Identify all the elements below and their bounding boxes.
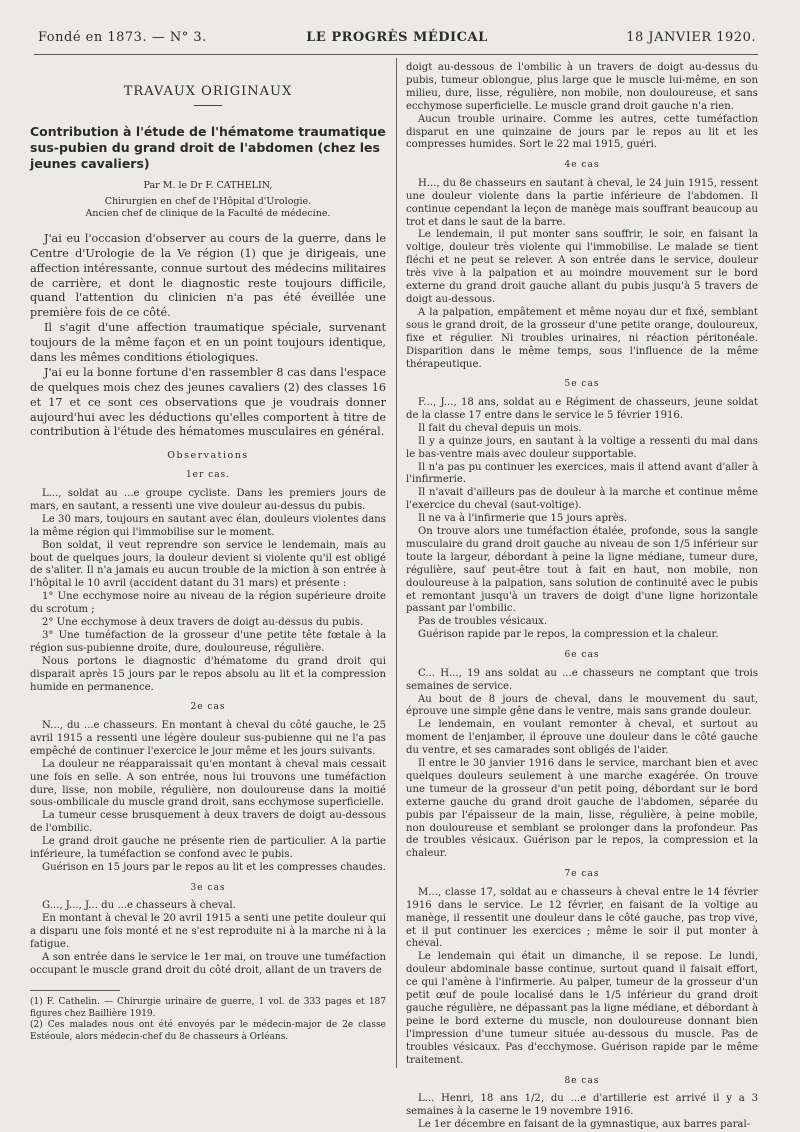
- case-6-paragraph: Au bout de 8 jours de cheval, dans le mouvement du saut, éprouve une simple gêne dans le ventre, mais sans grande douleur.: [406, 693, 758, 718]
- case-7-paragraph: M..., classe 17, soldat au e chasseurs à cheval entre le 14 février 1916 dans le service. Le 12 février, en faisant de la voltige au manège, il ressentit une douleur dans le côté gauche, pas trop vive, et il put continuer les exercices ; même le soir il put monter à cheval.: [406, 886, 758, 950]
- header-rule: [34, 54, 758, 55]
- case-1-paragraph: Bon soldat, il veut reprendre son service le lendemain, mais au bout de quelques jours, la douleur devient si violente qu'il est obligé de s'aliter. Il n'a jamais eu aucun trouble de la miction à son entrée à l'hôpital le 10 avril (accident datant du 31 mars) et présente :: [30, 539, 386, 590]
- left-column: [30, 62, 386, 1044]
- case-5-paragraph: Guérison rapide par le repos, la compression et la chaleur.: [418, 629, 719, 641]
- case-8-heading: 8e cas: [564, 1075, 600, 1086]
- case-2-heading: 2e cas: [190, 702, 226, 713]
- case-1-paragraph: 2° Une ecchymose à deux travers de doigt au-dessus du pubis.: [42, 617, 364, 629]
- right-column: [406, 62, 758, 1132]
- case-6-paragraph: C... H..., 19 ans soldat au ...e chasseurs ne comptant que trois semaines de service.: [406, 667, 758, 692]
- case-5-paragraph: Il y a quinze jours, en sautant à la voltige a ressenti du mal dans le bas-ventre mais avec douleur supportable.: [406, 435, 758, 460]
- case-7-heading: 7e cas: [564, 869, 600, 880]
- footnotes: [30, 997, 386, 1044]
- case-3-paragraph: G..., J..., J... du ...e chasseurs à cheval.: [42, 900, 236, 912]
- case-3-continued: Aucun trouble urinaire. Comme les autres, cette tuméfaction disparut en une quinzaine de jours par le repos au lit et les compresses humides. Sort le 22 mai 1915, guéri.: [406, 113, 758, 151]
- case-5-paragraph: Il fait du cheval depuis un mois.: [418, 422, 582, 434]
- case-8-paragraph: Le 1er décembre en faisant de la gymnastique, aux barres paral-: [418, 1118, 751, 1130]
- footnote: (1) F. Cathelin. — Chirurgie urinaire de guerre, 1 vol. de 333 pages et 187 figures chez Baillière 1919.: [30, 996, 386, 1019]
- case-2-paragraph: Guérison en 15 jours par le repos au lit et les compresses chaudes.: [42, 861, 386, 873]
- case-5-paragraph: On trouve alors une tuméfaction étalée, profonde, sous la sangle musculaire du grand droit gauche au niveau de son 1/5 inférieur sur toute la largeur, débordant à peine la ligne médiane, tumeur dure, régulière, sauf peut-être tout à fait en haut, non mobile, non douloureuse à la palpation, sans solution de continuité avec le pubis et remontant jusqu'à un travers de doigt d'une ligne horizontale passant par l'ombilic.: [406, 526, 758, 615]
- author-affiliation-2: Ancien chef de clinique de la Faculté de médecine.: [85, 207, 331, 219]
- case-6-heading: 6e cas: [564, 650, 600, 661]
- case-1-paragraph: L..., soldat au ...e groupe cycliste. Dans les premiers jours de mars, en sautant, a ressenti une vive douleur au-dessus du pubis.: [30, 487, 386, 512]
- issue-date: 18 JANVIER 1920.: [626, 30, 756, 45]
- author-byline: Par M. le Dr F. CATHELIN,: [143, 180, 273, 192]
- footnote: (2) Ces malades nous ont été envoyés par le médecin-major de 2e classe Estéoule, alors médecin-chef du 8e chasseurs à Orléans.: [30, 1020, 386, 1042]
- case-3-paragraph: A son entrée dans le service le 1er mai, on trouve une tuméfaction occupant le muscle grand droit du côté droit, allant de un travers de: [30, 952, 386, 976]
- journal-name: LE PROGRÈS MÉDICAL: [306, 30, 488, 45]
- intro-paragraph: Il s'agit d'une affection traumatique spéciale, survenant toujours de la même façon et en un point toujours identique, dans les mêmes conditions étiologiques.: [30, 321, 386, 364]
- case-1-paragraph: Nous portons le diagnostic d'hématome du grand droit qui disparait après 15 jours par le repos absolu au lit et la compression humide en permanence.: [30, 655, 386, 693]
- article-title: Contribution à l'étude de l'hématome traumatique sus-pubien du grand droit de l'abdomen (chez les jeunes cavaliers): [30, 123, 386, 172]
- case-6-paragraph: Il entre le 30 janvier 1916 dans le service, marchant bien et avec quelques douleurs seulement à une marche exagérée. On trouve une tumeur de la grosseur d'un petit poing, débordant sur le bord externe gauche du grand droit gauche de l'abdomen, séparée du pubis par l'épaisseur de la main, lisse, régulière, à peine mobile, non douloureuse et semblant se prolonger dans la profondeur. Pas de troubles vésicaux. Guérison par le repos, la compression et la chaleur.: [406, 758, 758, 860]
- case-1-paragraph: 1° Une ecchymose noire au niveau de la région supérieure droite du scrotum ;: [30, 591, 386, 616]
- introduction: [30, 232, 386, 440]
- case-4-paragraph: H..., du 8e chasseurs en sautant à cheval, le 24 juin 1915, ressent une douleur violente dans la partie inférieure de l'abdomen. Il continue cependant la leçon de manège mais souffrant beaucoup au trot et dans le saut de la barre.: [406, 177, 758, 228]
- running-header: [38, 30, 756, 50]
- case-5-heading: 5e cas: [564, 379, 600, 390]
- case-4-paragraph: A la palpation, empâtement et même noyau dur et fixé, semblant sous le grand droit, de la grosseur d'une petite orange, douloureux, fixe et régulier. Ni troubles urinaires, ni réaction péritonéale. Disparition dans le même temps, sous l'influence de la même thérapeutique.: [406, 306, 758, 370]
- case-3-heading: 3e cas: [190, 882, 226, 893]
- case-5-paragraph: Il n'a pas pu continuer les exercices, mais il attend avant d'aller à l'infirmerie.: [406, 461, 758, 486]
- case-2-paragraph: N..., du ...e chasseurs. En montant à cheval du côté gauche, le 25 avril 1915 a ressenti une légère douleur sus-pubienne qui ne l'a pas empêché de continuer l'exercice le jour même et les jours suivants.: [30, 720, 386, 757]
- intro-paragraph: J'ai eu l'occasion d'observer au cours de la guerre, dans le Centre d'Urologie de la Ve région (1) que je dirigeais, une affection intéressante, connue surtout des médecins militaires de carrière, et dont le diagnostic reste toujours difficile, quand l'attention du clinicien n'a pas été éveillée une première fois de ce côté.: [30, 231, 386, 320]
- case-4-heading: 4e cas: [564, 160, 600, 171]
- case-5-paragraph: F..., J..., 18 ans, soldat au e Régiment de chasseurs, jeune soldat de la classe 17 entre dans le service le 5 février 1916.: [406, 396, 758, 421]
- case-2-paragraph: La douleur ne réapparaissait qu'en montant à cheval mais cessait une fois en selle. A son entrée, nous lui trouvons une tuméfaction dure, lisse, non mobile, régulière, non douloureuse dans la moitié sous-ombilicale du muscle grand droit, sans ecchymose superficielle.: [30, 758, 386, 809]
- case-4-paragraph: Le lendemain, il put monter sans souffrir, le soir, en faisant la voltige, douleur très violente qui l'immobilise. Le malade se tient fléchi et ne peut se relever. A son entrée dans le service, douleur très vive à la palpation et au moindre mouvement sur le bord externe du grand droit gauche allant du pubis jusqu'à 5 travers de doigt au-dessous.: [406, 229, 758, 306]
- section-title: TRAVAUX ORIGINAUX: [123, 84, 293, 99]
- author-affiliation-1: Chirurgien en chef de l'Hôpital d'Urologie.: [104, 195, 312, 207]
- footnote-rule: [30, 990, 120, 991]
- title-divider: [194, 105, 222, 106]
- header-founded: Fondé en 1873. — N° 3.: [38, 30, 207, 45]
- case-8-paragraph: L... Henri, 18 ans 1/2, du ...e d'artillerie est arrivé il y a 3 semaines à la caserne le 19 novembre 1916.: [406, 1093, 758, 1117]
- case-2-paragraph: La tumeur cesse brusquement à deux travers de doigt au-dessous de l'ombilic.: [30, 810, 386, 835]
- case-6-paragraph: Le lendemain, en voulant remonter à cheval, et surtout au moment de l'enjamber, il éprouve une douleur dans le côté gauche du ventre, et ses camarades sont obligés de l'aider.: [406, 719, 758, 757]
- case-1-paragraph: Le 30 mars, toujours en sautant avec élan, douleurs violentes dans la même région qui l'immobilise sur le moment.: [30, 513, 386, 538]
- case-3-paragraph: En montant à cheval le 20 avril 1915 a senti une petite douleur qui a disparu une fois monté et ne s'est reproduite ni à la marche ni à la fatigue.: [30, 913, 386, 951]
- intro-paragraph: J'ai eu la bonne fortune d'en rassembler 8 cas dans l'espace de quelques mois chez des jeunes cavaliers (2) des classes 16 et 17 et ce sont ces observations que je voudrais donner aujourd'hui avec les déductions qu'elles comportent à titre de contribution à l'étude des hématomes musculaires en général.: [30, 365, 386, 439]
- case-1-heading: 1er cas.: [185, 470, 231, 481]
- column-rule: [396, 58, 397, 1068]
- case-3-continued: doigt au-dessous de l'ombilic à un travers de doigt au-dessus du pubis, tumeur oblongue, plus large que le muscle lui-même, en son milieu, dure, lisse, régulière, non mobile, non douloureuse, et sans ecchymose superficielle. Le muscle grand droit gauche n'a rien.: [406, 62, 758, 112]
- case-1-paragraph: 3° Une tuméfaction de la grosseur d'une petite tête fœtale à la région sus-pubienne droite, dure, douloureuse, régulière.: [30, 629, 386, 654]
- case-5-paragraph: Il n'avait d'ailleurs pas de douleur à la marche et continue même l'exercice du cheval (saut-voltige).: [406, 487, 758, 512]
- observations-heading: Observations: [167, 450, 249, 462]
- case-5-paragraph: Pas de troubles vésicaux.: [418, 616, 548, 628]
- case-5-paragraph: Il ne va à l'infirmerie que 15 jours après.: [418, 513, 628, 525]
- case-7-paragraph: Le lendemain qui était un dimanche, il se repose. Le lundi, douleur abdominale basse continue, surtout quand il faisait effort, ce qui l'amène à l'infirmerie. Au palper, tumeur de la grosseur d'un petit œuf de poule localisé dans le 1/5 inférieur du grand droit gauche régulière, ne dépassant pas la ligne médiane, et débordant à peine le bord externe du muscle, non douloureuse donnant bien l'impression d'une tumeur située au-dessous du muscle. Pas de troubles vésicaux. Pas d'ecchymose. Guérison rapide par le même traitement.: [406, 951, 758, 1066]
- case-2-paragraph: Le grand droit gauche ne présente rien de particulier. A la partie inférieure, la tuméfaction se confond avec le pubis.: [30, 836, 386, 861]
